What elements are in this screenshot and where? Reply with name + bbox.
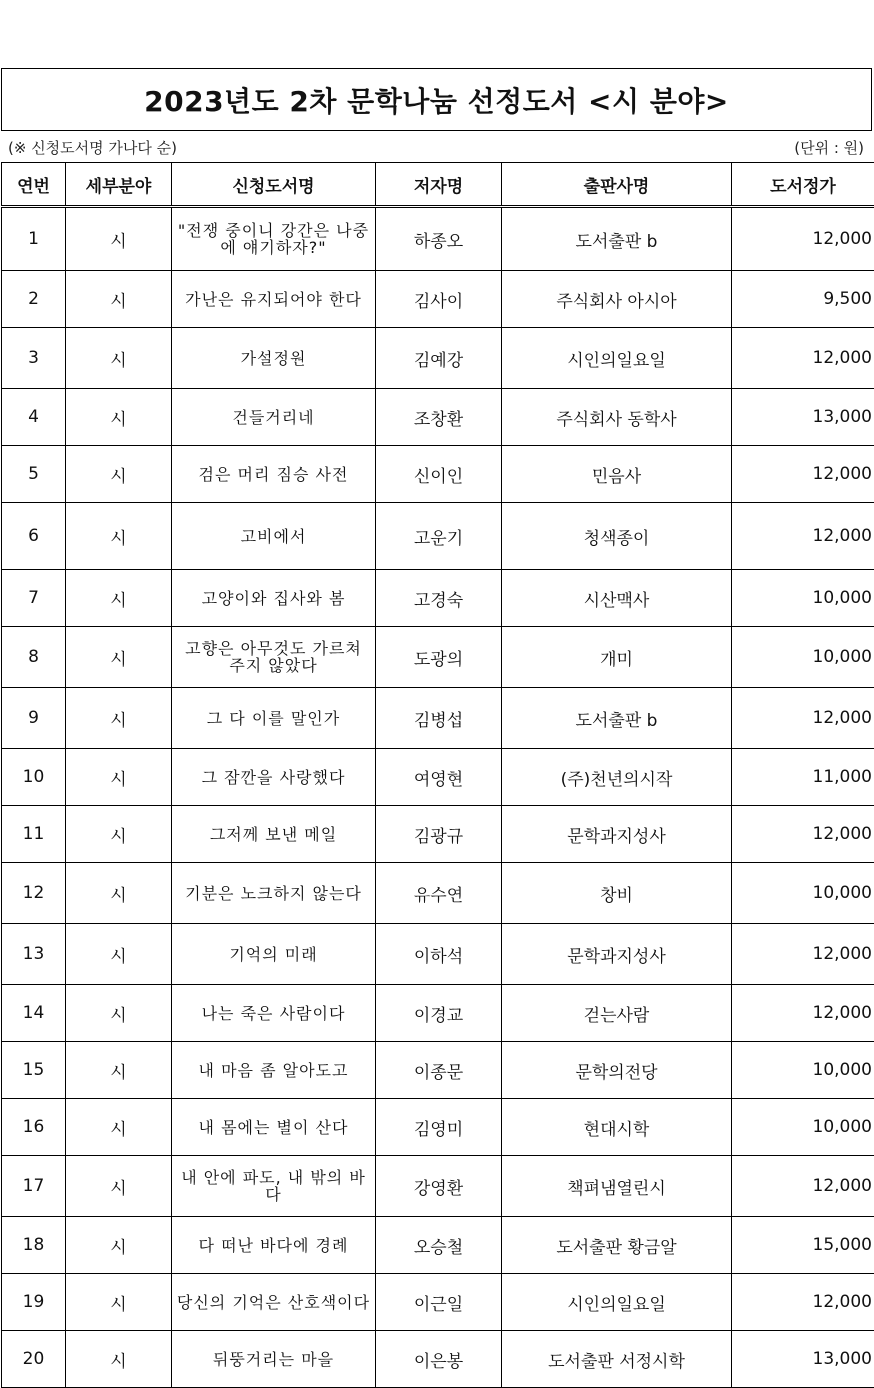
cell-no: 18	[2, 1217, 66, 1274]
header-author: 저자명	[376, 163, 502, 207]
cell-publisher: 시인의일요일	[502, 328, 732, 389]
cell-no: 1	[2, 207, 66, 271]
cell-no: 6	[2, 503, 66, 570]
table-row	[2, 627, 874, 688]
cell-no: 10	[2, 749, 66, 806]
cell-author: 고경숙	[376, 570, 502, 627]
cell-no: 4	[2, 389, 66, 446]
table-row	[2, 207, 874, 271]
header-price: 도서정가	[732, 163, 874, 207]
cell-category: 시	[66, 570, 172, 627]
cell-title: 그 다 이를 말인가	[172, 688, 376, 749]
header-publisher: 출판사명	[502, 163, 732, 207]
table-row	[2, 1331, 874, 1388]
cell-author: 김광규	[376, 806, 502, 863]
cell-title: 고비에서	[172, 503, 376, 570]
cell-category: 시	[66, 688, 172, 749]
cell-price: 10,000	[732, 570, 874, 627]
cell-title: 내 몸에는 별이 산다	[172, 1099, 376, 1156]
cell-price: 9,500	[732, 271, 874, 328]
cell-category: 시	[66, 446, 172, 503]
table-row	[2, 924, 874, 985]
table-row	[2, 863, 874, 924]
document-title-box	[1, 68, 872, 131]
cell-title: 기억의 미래	[172, 924, 376, 985]
cell-publisher: 걷는사람	[502, 985, 732, 1042]
cell-no: 2	[2, 271, 66, 328]
cell-title: 기분은 노크하지 않는다	[172, 863, 376, 924]
book-list-table	[1, 162, 874, 1388]
table-row	[2, 688, 874, 749]
table-row	[2, 1156, 874, 1217]
table-row	[2, 985, 874, 1042]
cell-no: 7	[2, 570, 66, 627]
cell-price: 13,000	[732, 389, 874, 446]
cell-no: 19	[2, 1274, 66, 1331]
cell-category: 시	[66, 271, 172, 328]
cell-author: 신이인	[376, 446, 502, 503]
table-header-row	[2, 163, 874, 207]
cell-author: 김병섭	[376, 688, 502, 749]
cell-publisher: 주식회사 동학사	[502, 389, 732, 446]
cell-no: 20	[2, 1331, 66, 1388]
header-category: 세부분야	[66, 163, 172, 207]
cell-title: 뒤뚱거리는 마을	[172, 1331, 376, 1388]
cell-publisher: 책펴냄열린시	[502, 1156, 732, 1217]
table-row	[2, 1274, 874, 1331]
header-no: 연번	[2, 163, 66, 207]
cell-title: 나는 죽은 사람이다	[172, 985, 376, 1042]
cell-no: 3	[2, 328, 66, 389]
cell-category: 시	[66, 806, 172, 863]
cell-category: 시	[66, 924, 172, 985]
cell-price: 10,000	[732, 627, 874, 688]
cell-publisher: 도서출판 서정시학	[502, 1331, 732, 1388]
cell-title: 내 마음 좀 알아도고	[172, 1042, 376, 1099]
cell-price: 11,000	[732, 749, 874, 806]
unit-note: (단위 : 원)	[794, 137, 864, 158]
cell-author: 이근일	[376, 1274, 502, 1331]
table-row	[2, 446, 874, 503]
cell-title: 그 잠깐을 사랑했다	[172, 749, 376, 806]
cell-title: 가설정원	[172, 328, 376, 389]
cell-author: 조창환	[376, 389, 502, 446]
cell-price: 12,000	[732, 985, 874, 1042]
cell-price: 12,000	[732, 328, 874, 389]
cell-title: 검은 머리 짐승 사전	[172, 446, 376, 503]
cell-author: 이하석	[376, 924, 502, 985]
cell-price: 12,000	[732, 924, 874, 985]
cell-title: 고향은 아무것도 가르쳐 주지 않았다	[172, 627, 376, 688]
cell-no: 14	[2, 985, 66, 1042]
cell-title: 그저께 보낸 메일	[172, 806, 376, 863]
header-title: 신청도서명	[172, 163, 376, 207]
table-row	[2, 271, 874, 328]
cell-no: 16	[2, 1099, 66, 1156]
cell-author: 고운기	[376, 503, 502, 570]
cell-no: 8	[2, 627, 66, 688]
sort-note: (※ 신청도서명 가나다 순)	[8, 137, 177, 158]
cell-no: 11	[2, 806, 66, 863]
cell-author: 여영현	[376, 749, 502, 806]
cell-category: 시	[66, 1156, 172, 1217]
cell-category: 시	[66, 328, 172, 389]
cell-author: 이은봉	[376, 1331, 502, 1388]
cell-no: 13	[2, 924, 66, 985]
cell-author: 이종문	[376, 1042, 502, 1099]
cell-no: 5	[2, 446, 66, 503]
table-row	[2, 806, 874, 863]
cell-author: 유수연	[376, 863, 502, 924]
cell-price: 15,000	[732, 1217, 874, 1274]
table-row	[2, 1099, 874, 1156]
cell-price: 12,000	[732, 1156, 874, 1217]
cell-title: 고양이와 집사와 봄	[172, 570, 376, 627]
cell-price: 10,000	[732, 1042, 874, 1099]
cell-publisher: 청색종이	[502, 503, 732, 570]
cell-price: 12,000	[732, 503, 874, 570]
cell-publisher: 문학과지성사	[502, 924, 732, 985]
cell-price: 10,000	[732, 863, 874, 924]
cell-category: 시	[66, 1274, 172, 1331]
cell-title: "전쟁 중이니 강간은 나중에 얘기하자?"	[172, 207, 376, 271]
cell-publisher: 도서출판 황금알	[502, 1217, 732, 1274]
cell-category: 시	[66, 1217, 172, 1274]
cell-category: 시	[66, 1099, 172, 1156]
cell-author: 이경교	[376, 985, 502, 1042]
cell-price: 12,000	[732, 207, 874, 271]
cell-category: 시	[66, 863, 172, 924]
table-row	[2, 1042, 874, 1099]
cell-author: 강영환	[376, 1156, 502, 1217]
cell-price: 10,000	[732, 1099, 874, 1156]
table-row	[2, 503, 874, 570]
cell-publisher: 창비	[502, 863, 732, 924]
table-row	[2, 570, 874, 627]
cell-publisher: 도서출판 b	[502, 207, 732, 271]
cell-title: 건들거리네	[172, 389, 376, 446]
cell-author: 도광의	[376, 627, 502, 688]
table-row	[2, 389, 874, 446]
cell-price: 12,000	[732, 1274, 874, 1331]
table-row	[2, 1217, 874, 1274]
table-row	[2, 328, 874, 389]
cell-publisher: 개미	[502, 627, 732, 688]
cell-title: 다 떠난 바다에 경례	[172, 1217, 376, 1274]
cell-title: 내 안에 파도, 내 밖의 바다	[172, 1156, 376, 1217]
cell-price: 12,000	[732, 806, 874, 863]
cell-category: 시	[66, 389, 172, 446]
cell-publisher: 주식회사 아시아	[502, 271, 732, 328]
document-title: 2023년도 2차 문학나눔 선정도서 <시 분야>	[144, 80, 729, 120]
cell-author: 오승철	[376, 1217, 502, 1274]
cell-category: 시	[66, 1042, 172, 1099]
cell-category: 시	[66, 207, 172, 271]
cell-publisher: 문학과지성사	[502, 806, 732, 863]
cell-author: 김예강	[376, 328, 502, 389]
cell-publisher: 문학의전당	[502, 1042, 732, 1099]
cell-no: 15	[2, 1042, 66, 1099]
cell-category: 시	[66, 627, 172, 688]
cell-title: 당신의 기억은 산호색이다	[172, 1274, 376, 1331]
cell-price: 13,000	[732, 1331, 874, 1388]
cell-no: 12	[2, 863, 66, 924]
cell-author: 하종오	[376, 207, 502, 271]
cell-author: 김영미	[376, 1099, 502, 1156]
cell-publisher: (주)천년의시작	[502, 749, 732, 806]
cell-no: 17	[2, 1156, 66, 1217]
cell-category: 시	[66, 1331, 172, 1388]
cell-publisher: 민음사	[502, 446, 732, 503]
cell-author: 김사이	[376, 271, 502, 328]
cell-price: 12,000	[732, 688, 874, 749]
cell-price: 12,000	[732, 446, 874, 503]
cell-publisher: 시산맥사	[502, 570, 732, 627]
cell-category: 시	[66, 749, 172, 806]
cell-category: 시	[66, 503, 172, 570]
table-row	[2, 749, 874, 806]
cell-publisher: 시인의일요일	[502, 1274, 732, 1331]
cell-title: 가난은 유지되어야 한다	[172, 271, 376, 328]
cell-publisher: 현대시학	[502, 1099, 732, 1156]
cell-publisher: 도서출판 b	[502, 688, 732, 749]
cell-no: 9	[2, 688, 66, 749]
cell-category: 시	[66, 985, 172, 1042]
